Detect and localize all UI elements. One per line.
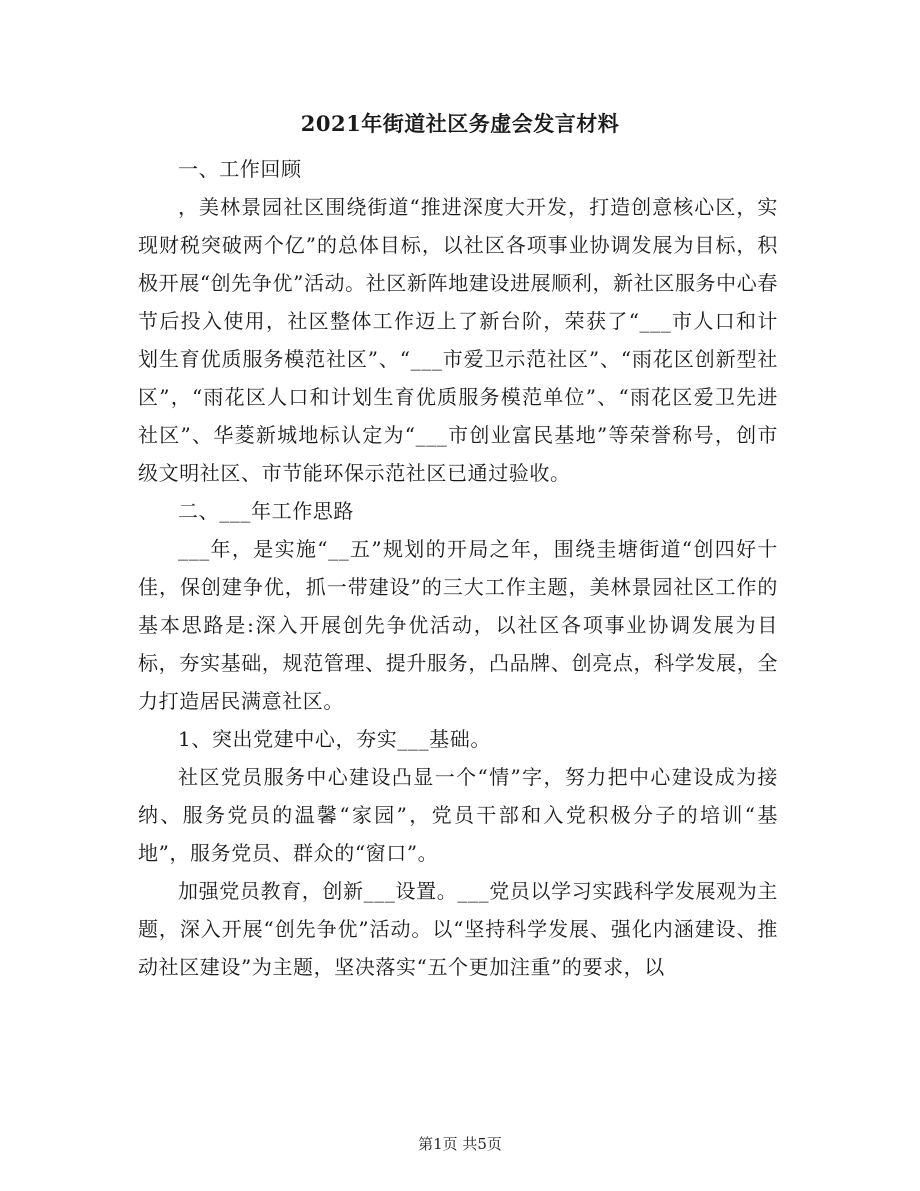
subsection-heading-party-building: 1、突出党建中心，夯实___基础。 [178, 727, 491, 751]
document-title: 2021年街道社区务虚会发言材料 [300, 111, 620, 136]
paragraph-work-plan: ___年，是实施“__五”规划的开局之年，围绕圭塘街道“创四好十佳，保创建争优，抓一带建设”的三大工作主题，美林景园社区工作的基本思路是:深入开展创先争优活动，以社区各项事业协调发展为目标，夯实基础，规范管理、提升服务，凸品牌、创亮点，科学发展，全力打造居民满意社区。 [138, 537, 778, 713]
page-number-footer: 第1页 共5页 [418, 1135, 502, 1153]
document-body [138, 150, 778, 986]
section-heading-work-review: 一、工作回顾 [178, 157, 302, 181]
paragraph-service-center: 社区党员服务中心建设凸显一个“情”字，努力把中心建设成为接纳、服务党员的温馨“家园”，党员干部和入党积极分子的培训“基地”，服务党员、群众的“窗口”。 [138, 765, 778, 865]
section-heading-work-plan: 二、___年工作思路 [178, 499, 354, 523]
paragraph-work-review: ，美林景园社区围绕街道“推进深度大开发，打造创意核心区，实现财税突破两个亿”的总体目标，以社区各项事业协调发展为目标，积极开展“创先争优”活动。社区新阵地建设进展顺利，新社区服务中心春节后投入使用，社区整体工作迈上了新台阶，荣获了“___市人口和计划生育优质服务模范社区”、“___市爱卫示范社区”、“雨花区创新型社区”，“雨花区人口和计划生育优质服务模范单位”、“雨花区爱卫先进社区”、华菱新城地标认定为“___市创业富民基地”等荣誉称号，创市级文明社区、市节能环保示范社区已通过验收。 [138, 195, 778, 485]
paragraph-party-education: 加强党员教育，创新___设置。___党员以学习实践科学发展观为主题，深入开展“创先争优”活动。以“坚持科学发展、强化内涵建设、推动社区建设”为主题，坚决落实“五个更加注重”的要求，以 [138, 879, 778, 979]
